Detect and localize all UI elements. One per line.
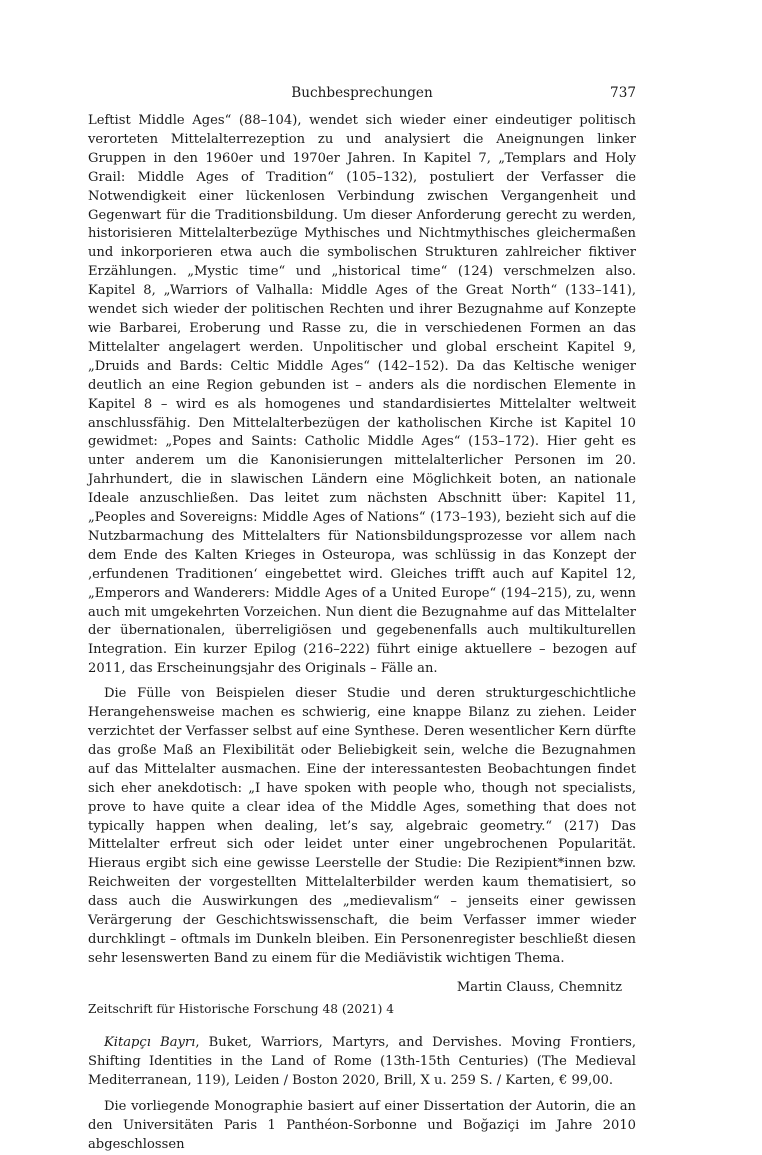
running-head: [88, 82, 636, 106]
book-citation-details: , Buket, Warriors, Martyrs, and Dervishes. Moving Frontiers, Shifting Identities in the Land of Rome (13th-15th Centuries) (The Medieval Mediterranean, 119), Leiden / Boston 2020, Brill, X u. 259 S. / Karten, € 99,00.: [88, 1034, 636, 1088]
running-head-title: Buchbesprechungen: [291, 85, 433, 101]
page-number: 737: [610, 85, 636, 101]
journal-footer: Zeitschrift für Historische Forschung 48 (2021) 4: [88, 1002, 395, 1016]
review-lead-paragraph: Die vorliegende Monographie basiert auf einer Dissertation der Autorin, die an den Universitäten Paris 1 Panthéon-Sorbonne und Boğaziçi im Jahre 2010 abgeschlossen: [88, 1099, 636, 1153]
body-paragraph-1: Leftist Middle Ages“ (88–104), wendet sich wieder einer eindeutiger politisch verorteten Mittelalterrezeption zu und analysiert die Aneignungen linker Gruppen in den 1960er und 1970er Jahren. In Kapitel 7, „Templars and Holy Grail: Middle Ages of Tradition“ (105–132), postuliert der Verfasser die Notwendigkeit einer lückenlosen Verbindung zwischen Vergangenheit und Gegenwart für die Traditionsbildung. Um dieser Anforderung gerecht zu werden, historisieren Mittelalterbezüge Mythisches und Nichtmythisches gleichermaßen und inkorporieren etwa auch die symbolischen Strukturen zahlreicher fiktiver Erzählungen. „Mystic time“ und „historical time“ (124) verschmelzen also. Kapitel 8, „Warriors of Valhalla: Middle Ages of the Great North“ (133–141), wendet sich wieder der politischen Rechten und ihrer Bezugnahme auf Konzepte wie Barbarei, Eroberung und Rasse zu, die in verschiedenen Formen an das Mittelalter angelagert werden. Unpolitischer und global erscheint Kapitel 9, „Druids and Bards: Celtic Middle Ages“ (142–152). Da das Keltische weniger deutlich an eine Region gebunden ist – anders als die nordischen Elemente in Kapitel 8 – wird es als homogenes und standardisiertes Mittelalter weltweit anschlussfähig. Den Mittelalterbezügen der katholischen Kirche ist Kapitel 10 gewidmet: „Popes and Saints: Catholic Middle Ages“ (153–172). Hier geht es unter anderem um die Kanonisierungen mittelalterlicher Personen im 20. Jahrhundert, die in slawischen Ländern eine Möglichkeit boten, an nationale Ideale anzuschließen. Das leitet zum nächsten Abschnitt über: Kapitel 11, „Peoples and Sovereigns: Middle Ages of Nations“ (173–193), bezieht sich auf die Nutzbarmachung des Mittelalters für Nationsbildungsprozesse vor allem nach dem Ende des Kalten Krieges in Osteuropa, was schlüssig in das Konzept der ‚erfundenen Traditionen‘ eingebettet wird. Gleiches trifft auch auf Kapitel 12, „Emperors and Wanderers: Middle Ages of a United Europe“ (194–215), zu, wenn auch mit umgekehrten Vorzeichen. Nun dient die Bezugnahme auf das Mittelalter der übernationalen, überreligiösen und gegebenenfalls auch multikulturellen Integration. Ein kurzer Epilog (216–222) führt einige aktuellere – bezogen auf 2011, das Erscheinungsjahr des Originals – Fälle an.: [88, 113, 636, 677]
review-body: [88, 112, 636, 969]
book-author: Kitapçı Bayrı: [104, 1034, 196, 1050]
book-citation: [88, 1034, 636, 1091]
body-paragraph-2: Die Fülle von Beispielen dieser Studie und deren strukturgeschichtliche Herangehensweise machen es schwierig, eine knappe Bilanz zu ziehen. Leider verzichtet der Verfasser selbst auf eine Synthese. Deren wesentlicher Kern dürfte das große Maß an Flexibilität oder Beliebigkeit sein, welche die Bezugnahmen auf das Mittelalter ausmachen. Eine der interessantesten Beobachtungen findet sich eher anekdotisch: „I have spoken with people who, though not specialists, prove to have quite a clear idea of the Middle Ages, something that does not typically happen when dealing, let’s say, algebraic geometry.“ (217) Das Mittelalter erfreut sich oder leidet unter einer ungebrochenen Popularität. Hieraus ergibt sich eine gewisse Leerstelle der Studie: Die Rezipient*innen bzw. Reichweiten der vorgestellten Mittelalterbilder werden kaum thematisiert, so dass auch die Auswirkungen des „medievalism“ – jenseits einer gewissen Verärgerung der Geschichtswissenschaft, die beim Verfasser immer wieder durchklingt – oftmals im Dunkeln bleiben. Ein Personenregister beschließt diesen sehr lesenswerten Band zu einem für die Mediävistik wichtigen Thema.: [88, 686, 636, 966]
reviewer-signature: Martin Clauss, Chemnitz: [456, 979, 622, 995]
next-review: [88, 1034, 636, 1155]
page: [88, 82, 636, 1155]
